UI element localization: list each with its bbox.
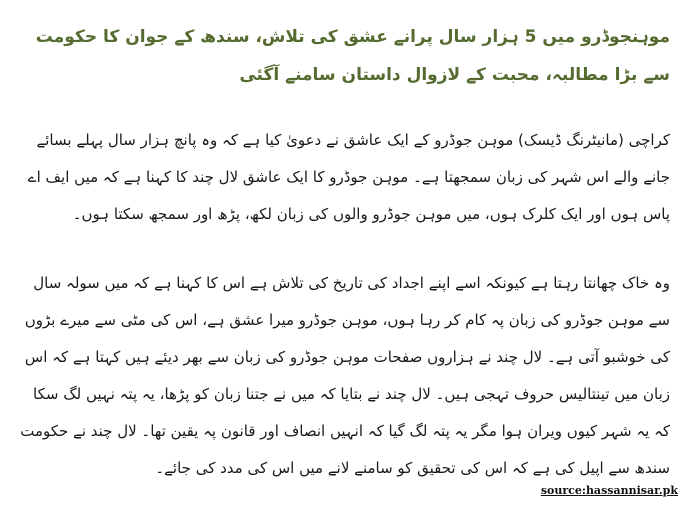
article-headline: موہنجوڈرو میں 5 ہزار سال پرانے عشق کی تلاش، سندھ کے جوان کا حکومت سے بڑا مطالبہ، محبت کے لازوال داستان سامنے آگئی (35, 27, 670, 85)
article-paragraph-2: وہ خاک چھانتا رہتا ہے کیونکہ اسے اپنے اجداد کی تاریخ کی تلاش ہے اس کا کہنا ہے کہ میں سولہ سال سے موہن جوڈرو کی زبان پہ کام کر رہا ہوں، موہن جوڈرو میرا عشق ہے، اس کی مٹی سے میرے بڑوں کی خوشبو آتی ہے۔ لال چند نے ہزاروں صفحات موہن جوڈرو کی زبان سے بھر دیئے ہیں کہتا ہے کہ اس زبان میں تینتالیس حروف تہجی ہیں۔ لال چند نے بتایا کہ میں نے جتنا زبان کو پڑھا، یہ پتہ نہیں لگ سکا کہ یہ شہر کیوں ویران ہوا مگر یہ پتہ لگ گیا کہ انہیں انصاف اور قانون پہ یقین تھا۔ لال چند نے حکومت سندھ سے اپیل کی ہے کہ اس کی تحقیق کو سامنے لانے میں اس کی مدد کی جائے۔ (20, 274, 670, 477)
article-paragraph-1: کراچی (مانیٹرنگ ڈیسک) موہن جوڈرو کے ایک عاشق نے دعویٰ کیا ہے کہ وہ پانچ ہزار سال پہلے بسائے جانے والے اس شہر کی زبان سمجھتا ہے۔ موہن جوڈرو کا ایک عاشق لال چند کا کہنا ہے کہ میں ایف اے پاس ہوں اور ایک کلرک ہوں، میں موہن جوڈرو والوں کی زبان لکھ، پڑھ اور سمجھ سکتا ہوں۔ (27, 131, 670, 223)
article (14, 0, 670, 518)
source-credit: source:hassannisar.pk (540, 484, 678, 497)
